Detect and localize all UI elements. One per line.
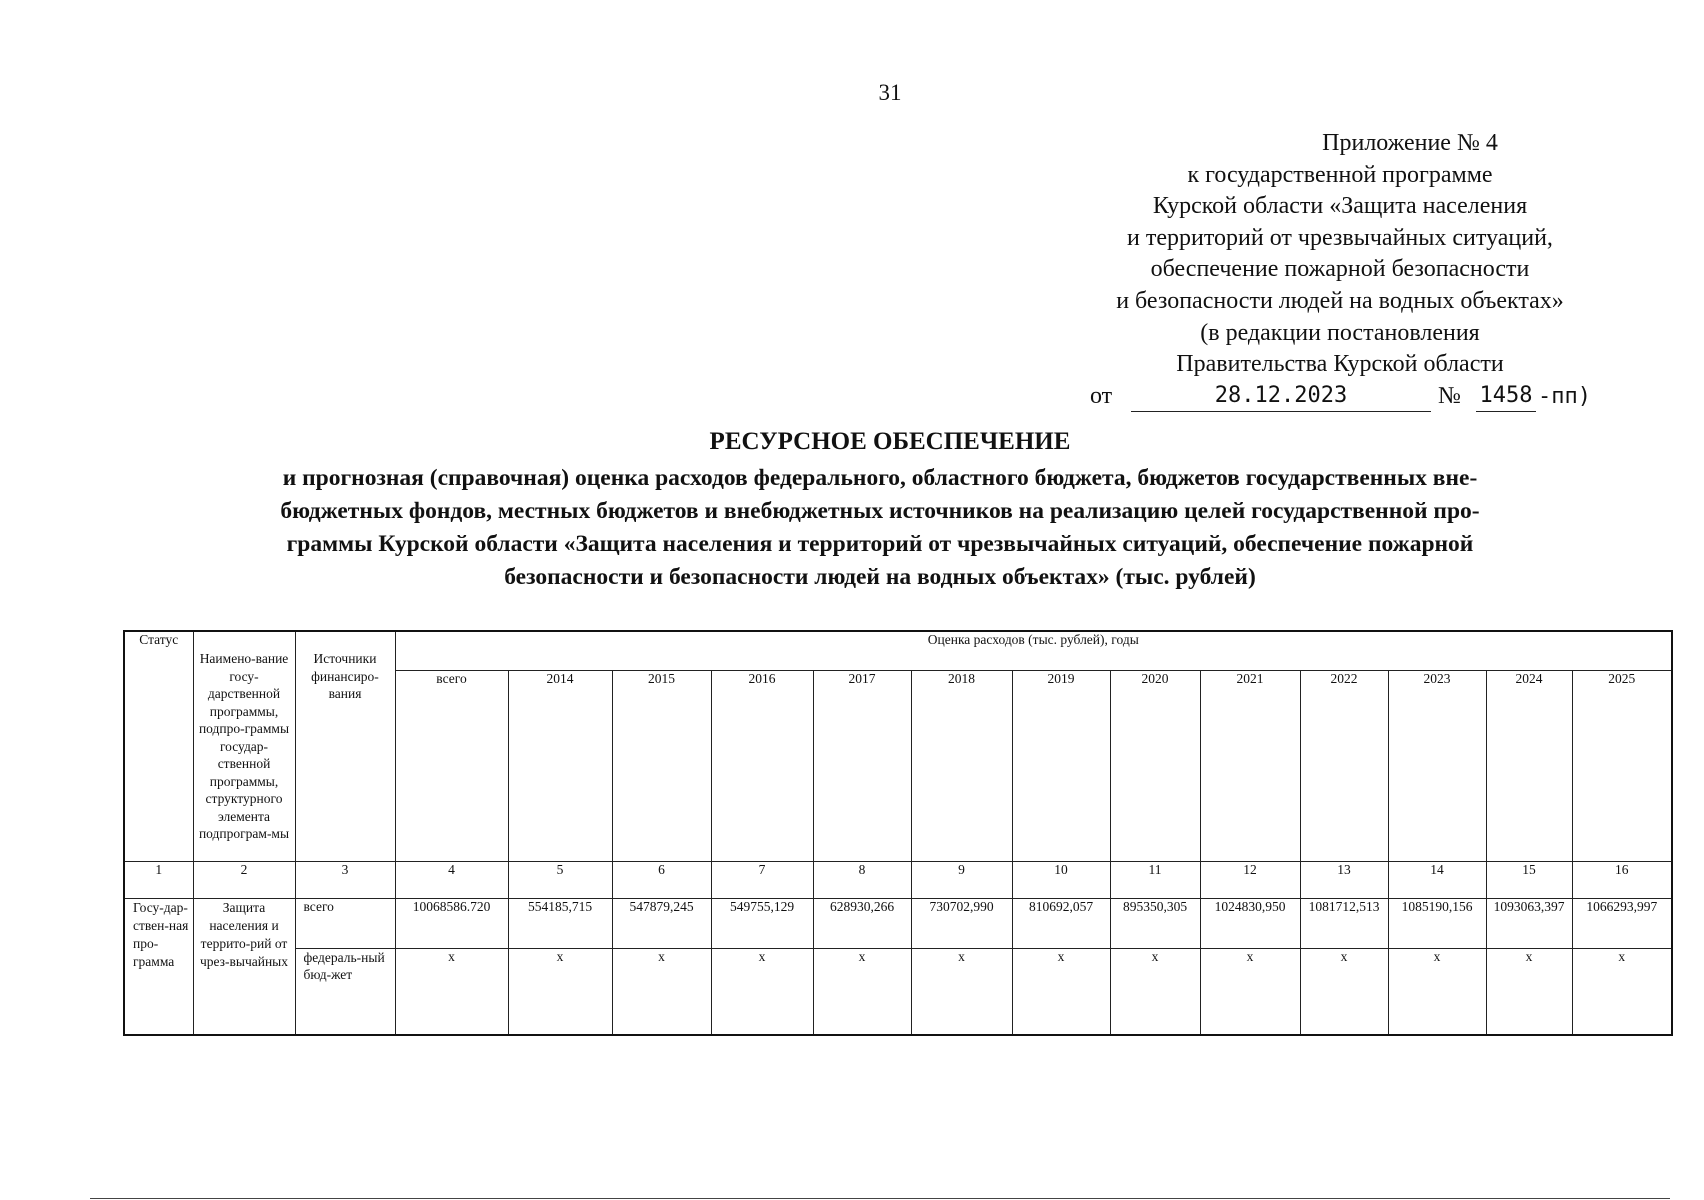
- value-cell: 1024830,950: [1200, 899, 1300, 949]
- value-cell: 1085190,156: [1388, 899, 1486, 949]
- column-number: 16: [1572, 862, 1672, 899]
- column-number: 3: [295, 862, 395, 899]
- header-year: 2018: [911, 671, 1012, 862]
- page-bottom-rule: [90, 1198, 1670, 1199]
- resource-table: [123, 630, 1673, 1036]
- program-name-cell: Защита населения и террито-рий от чрез-вычайных: [193, 899, 295, 1036]
- resolution-date-line: [1010, 381, 1670, 413]
- header-year: 2019: [1012, 671, 1110, 862]
- column-number: 7: [711, 862, 813, 899]
- value-cell: x: [1012, 949, 1110, 1036]
- appendix-line: Курской области «Защита населения: [1152, 193, 1528, 220]
- page-number: 31: [878, 80, 902, 105]
- appendix-line: Приложение № 4: [1322, 130, 1498, 156]
- value-cell: 547879,245: [612, 899, 711, 949]
- column-number: 15: [1486, 862, 1572, 899]
- column-number: 13: [1300, 862, 1388, 899]
- header-program-name: Наимено-вание госу-дарственной программы, подпро-граммы государ-ственной программы, структурного элемента подпрограм-мы: [193, 631, 295, 862]
- value-cell: x: [508, 949, 612, 1036]
- appendix-line: к государственной программе: [1187, 161, 1493, 188]
- value-cell: 1066293,997: [1572, 899, 1672, 949]
- value-cell: 1093063,397: [1486, 899, 1572, 949]
- subtitle-line: и прогнозная (справочная) оценка расходов федерального, областного бюджета, бюджетов государственных вне-: [282, 465, 1478, 491]
- column-number: 11: [1110, 862, 1200, 899]
- table-row: [124, 949, 1672, 1036]
- value-cell: 10068586.720: [395, 899, 508, 949]
- value-cell: x: [1110, 949, 1200, 1036]
- appendix-line: и территорий от чрезвычайных ситуаций,: [1127, 224, 1553, 251]
- resolution-suffix: -пп): [1538, 383, 1591, 409]
- resolution-number: 1458: [1476, 381, 1536, 412]
- column-number: 5: [508, 862, 612, 899]
- column-number: 14: [1388, 862, 1486, 899]
- value-cell: x: [711, 949, 813, 1036]
- column-number: 1: [124, 862, 193, 899]
- number-sign: №: [1438, 382, 1461, 409]
- appendix-block: [1010, 128, 1670, 413]
- value-cell: x: [1200, 949, 1300, 1036]
- header-year: 2025: [1572, 671, 1672, 862]
- column-number: 10: [1012, 862, 1110, 899]
- value-cell: x: [813, 949, 911, 1036]
- appendix-line: (в редакции постановления: [1200, 319, 1480, 346]
- appendix-line: Правительства Курской области: [1176, 351, 1504, 378]
- table-row: [124, 899, 1672, 949]
- appendix-line: обеспечение пожарной безопасности: [1150, 256, 1530, 283]
- value-cell: 1081712,513: [1300, 899, 1388, 949]
- ot-label: от: [1090, 382, 1113, 409]
- header-year: 2020: [1110, 671, 1200, 862]
- header-year: всего: [395, 671, 508, 862]
- subtitle-line: бюджетных фондов, местных бюджетов и внебюджетных источников на реализацию целей государственной про-: [280, 498, 1480, 524]
- value-cell: x: [1388, 949, 1486, 1036]
- column-number: 8: [813, 862, 911, 899]
- column-number-row: [124, 862, 1672, 899]
- value-cell: x: [395, 949, 508, 1036]
- column-number: 4: [395, 862, 508, 899]
- value-cell: 549755,129: [711, 899, 813, 949]
- table-header-row: [124, 631, 1672, 671]
- header-year: 2023: [1388, 671, 1486, 862]
- value-cell: 628930,266: [813, 899, 911, 949]
- column-number: 9: [911, 862, 1012, 899]
- source-cell: федераль-ный бюд-жет: [295, 949, 395, 1036]
- column-number: 6: [612, 862, 711, 899]
- subtitle-line: безопасности и безопасности людей на водных объектах» (тыс. рублей): [504, 564, 1256, 590]
- header-year: 2021: [1200, 671, 1300, 862]
- value-cell: x: [1486, 949, 1572, 1036]
- subtitle-line: граммы Курской области «Защита населения и территорий от чрезвычайных ситуаций, обеспечение пожарной: [286, 531, 1474, 557]
- value-cell: x: [911, 949, 1012, 1036]
- header-year: 2017: [813, 671, 911, 862]
- value-cell: x: [1572, 949, 1672, 1036]
- document-title: РЕСУРСНОЕ ОБЕСПЕЧЕНИЕ: [709, 428, 1071, 455]
- column-number: 12: [1200, 862, 1300, 899]
- header-status: Статус: [124, 631, 193, 862]
- header-expense-estimate: Оценка расходов (тыс. рублей), годы: [395, 631, 1672, 671]
- value-cell: 810692,057: [1012, 899, 1110, 949]
- column-number: 2: [193, 862, 295, 899]
- header-year: 2022: [1300, 671, 1388, 862]
- value-cell: x: [1300, 949, 1388, 1036]
- value-cell: 554185,715: [508, 899, 612, 949]
- header-year: 2016: [711, 671, 813, 862]
- value-cell: x: [612, 949, 711, 1036]
- value-cell: 895350,305: [1110, 899, 1200, 949]
- value-cell: 730702,990: [911, 899, 1012, 949]
- appendix-line: и безопасности людей на водных объектах»: [1116, 287, 1564, 314]
- header-year: 2024: [1486, 671, 1572, 862]
- document-subtitle: [140, 462, 1620, 594]
- status-cell: Госу-дар-ствен-ная про-грамма: [124, 899, 193, 1036]
- source-cell: всего: [295, 899, 395, 949]
- resolution-date: 28.12.2023: [1131, 381, 1431, 412]
- header-year: 2014: [508, 671, 612, 862]
- header-year: 2015: [612, 671, 711, 862]
- header-financing-source: Источники финансиро-вания: [295, 631, 395, 862]
